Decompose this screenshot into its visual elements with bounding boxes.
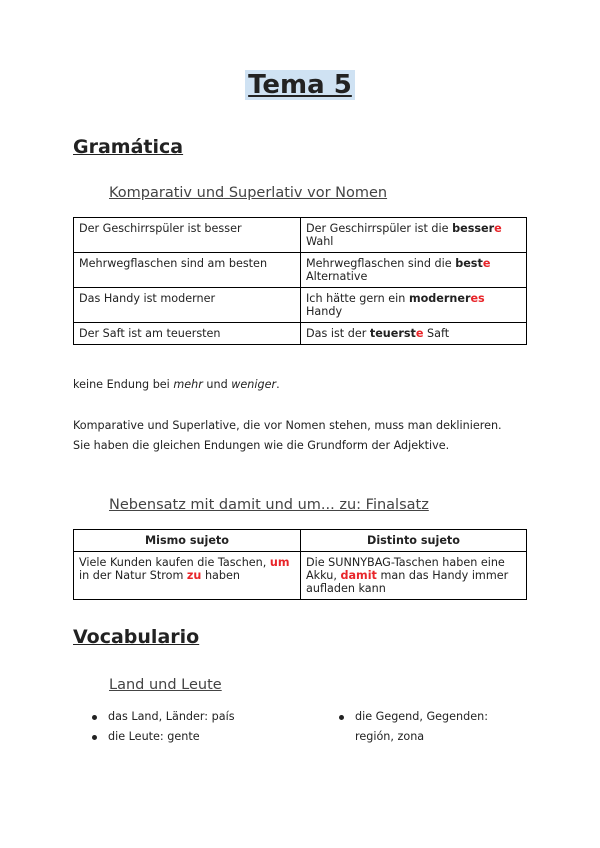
table-row — [74, 323, 527, 345]
cell-distinto-sujeto — [301, 552, 527, 600]
adjective-stem: moderner — [408, 292, 471, 305]
cell-positive: Mehrwegflaschen sind am besten — [74, 253, 301, 288]
finalsatz-table — [73, 529, 527, 600]
note-mehr: mehr — [173, 378, 203, 391]
subheading-komparativ: Komparativ und Superlativ vor Nomen — [109, 185, 388, 201]
table-row — [74, 218, 527, 253]
adjective-stem: besser — [452, 222, 495, 235]
conjunction-damit: damit — [340, 569, 377, 582]
cell-text: Das ist der — [306, 327, 370, 340]
cell-text: Der Geschirrspüler ist die — [306, 222, 453, 235]
header-mismo-sujeto: Mismo sujeto — [74, 530, 301, 552]
subheading-finalsatz: Nebensatz mit damit und um... zu: Finalsatz — [109, 497, 429, 513]
note-text: keine Endung bei — [73, 378, 174, 391]
adjective-ending: e — [415, 327, 424, 340]
cell-with-noun — [301, 253, 527, 288]
adjective-stem: best — [455, 257, 483, 270]
subheading-land-und-leute: Land und Leute — [109, 677, 222, 693]
cell-text: Handy — [306, 305, 343, 318]
grammar-paragraph: Komparative und Superlative, die vor Nomen stehen, muss man deklinieren. Sie haben die gleichen Endungen wie die Grundform der Adjektive. — [73, 419, 502, 452]
list-item: das Land, Länder: país — [90, 707, 300, 727]
cell-positive: Der Geschirrspüler ist besser — [74, 218, 301, 253]
table-row — [74, 288, 527, 323]
table-row — [74, 253, 527, 288]
conjunction-zu: zu — [186, 569, 202, 582]
cell-positive: Das Handy ist moderner — [74, 288, 301, 323]
cell-text: Saft — [423, 327, 450, 340]
adjective-ending: es — [470, 292, 485, 305]
note-text: . — [276, 378, 280, 391]
cell-text: Wahl — [306, 235, 334, 248]
cell-text: Ich hätte gern ein — [306, 292, 409, 305]
cell-text: Viele Kunden kaufen die Taschen, — [79, 556, 270, 569]
note-weniger: weniger — [231, 378, 277, 391]
note-text: und — [202, 378, 232, 391]
list-item: die Gegend, Gegenden: región, zona — [337, 707, 512, 747]
cell-mismo-sujeto — [74, 552, 301, 600]
vocab-list-right — [337, 707, 512, 747]
table-row — [74, 552, 527, 600]
cell-text: haben — [201, 569, 240, 582]
note-endung — [73, 375, 513, 395]
vocab-list-left — [90, 707, 300, 747]
cell-text: in der Natur Strom — [79, 569, 187, 582]
cell-text: Alternative — [306, 270, 368, 283]
cell-with-noun — [301, 288, 527, 323]
cell-positive: Der Saft ist am teuersten — [74, 323, 301, 345]
comparative-table — [73, 217, 527, 345]
cell-with-noun — [301, 323, 527, 345]
table-header-row — [74, 530, 527, 552]
adjective-stem: teuerst — [369, 327, 416, 340]
conjunction-um: um — [269, 556, 290, 569]
heading-gramatica: Gramática — [73, 136, 184, 158]
page-title-text: Tema 5 — [245, 70, 355, 100]
adjective-ending: e — [494, 222, 502, 235]
cell-text: Die SUNNYBAG-Taschen haben eine Akku, — [306, 556, 505, 582]
adjective-ending: e — [482, 257, 491, 270]
cell-text: Mehrwegflaschen sind die — [306, 257, 456, 270]
cell-with-noun — [301, 218, 527, 253]
page-title — [0, 70, 600, 100]
header-distinto-sujeto: Distinto sujeto — [301, 530, 527, 552]
heading-vocabulario: Vocabulario — [73, 626, 200, 648]
cell-text: man das Handy immer aufladen kann — [306, 569, 509, 595]
list-item: die Leute: gente — [90, 727, 300, 747]
